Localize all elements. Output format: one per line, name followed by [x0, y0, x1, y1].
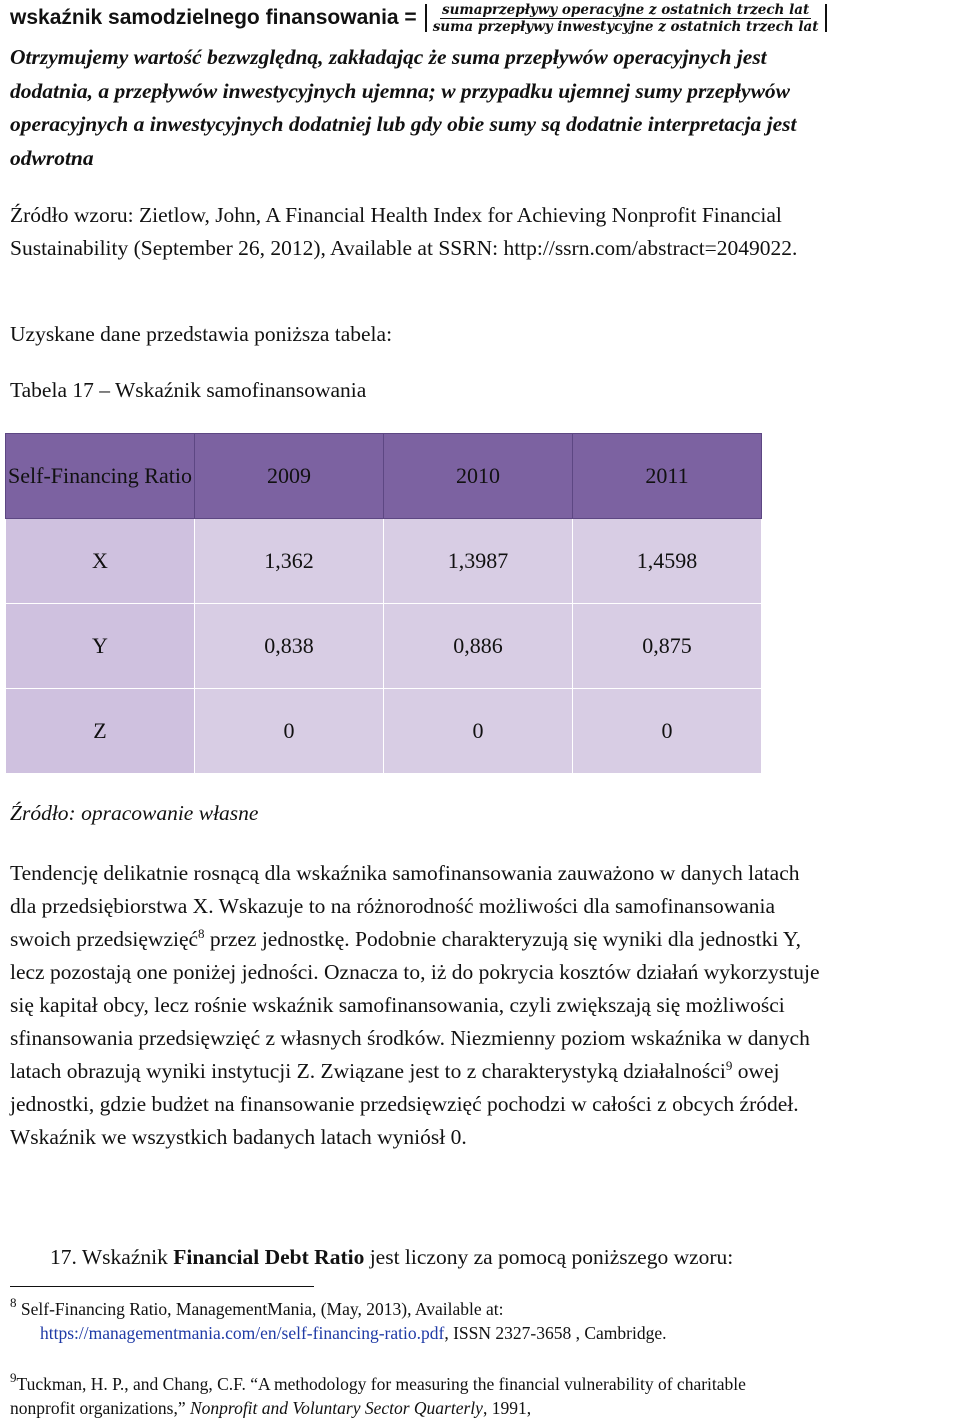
- note-line: Otrzymujemy wartość bezwzględną, zakładając że suma przepływów operacyjnych jest: [10, 45, 767, 69]
- table-cell: 0,875: [573, 604, 762, 689]
- footnote-text: Tuckman, H. P., and Chang, C.F. “A methodology for measuring the financial vulnerability of charitable: [16, 1374, 746, 1394]
- formula: [10, 0, 829, 36]
- self-financing-table: [5, 433, 762, 774]
- source-line: Sustainability (September 26, 2012), Available at SSRN: http://ssrn.com/abstract=2049022.: [10, 236, 798, 260]
- analysis-line: Tendencję delikatnie rosnącą dla wskaźnika samofinansowania zauważono w danych latach: [10, 861, 800, 885]
- footnote-ref-9[interactable]: 9: [725, 1058, 733, 1073]
- analysis-line: Wskaźnik we wszystkich badanych latach wyniósł 0.: [10, 1125, 467, 1149]
- analysis-line: [10, 1055, 820, 1088]
- header-cell: Self-Financing Ratio: [6, 434, 195, 519]
- abs-bar-left: [425, 4, 427, 32]
- row-label-cell: Z: [6, 689, 195, 774]
- analysis-line: [10, 923, 820, 956]
- footnote-text: , 1991,: [482, 1398, 532, 1418]
- abs-bar-right: [825, 4, 827, 32]
- section-number: 17.: [50, 1245, 77, 1269]
- footnote-mark: 9: [10, 1370, 17, 1385]
- table-cell: 0,886: [384, 604, 573, 689]
- section-text: Wskaźnik: [76, 1245, 174, 1269]
- footnote-text: nonprofit organizations,”: [10, 1398, 190, 1418]
- table-cell: 1,4598: [573, 519, 762, 604]
- analysis-line: jednostki, gdzie budżet na finansowanie przedsięwzięć pochodzi w całości z obcych źródeł.: [10, 1092, 799, 1116]
- footnote-line: [10, 1372, 746, 1396]
- header-cell: 2009: [195, 434, 384, 519]
- analysis-text: latach obrazują wyniki instytucji Z. Związane jest to z charakterystyką działalności: [10, 1059, 726, 1083]
- table-row: [6, 519, 762, 604]
- footnote-ref-8[interactable]: 8: [198, 926, 205, 941]
- analysis-text: przez jednostkę. Podobnie charakteryzują się wyniki dla jednostki Y,: [204, 927, 802, 951]
- footnote-text: , ISSN 2327-3658 , Cambridge.: [444, 1323, 667, 1343]
- note-line: odwrotna: [10, 145, 94, 170]
- formula-fraction: [429, 2, 823, 35]
- analysis-line: sfinansowania przedsięwzięć z własnych środków. Niezmienny poziom wskaźnika w danych: [10, 1026, 810, 1050]
- formula-numerator: sumaprzepływy operacyjne z ostatnich trzech lat: [442, 1, 810, 18]
- footnote-8: [10, 1297, 666, 1345]
- formula-lhs: wskaźnik samodzielnego finansowania =: [10, 6, 417, 29]
- row-label-cell: X: [6, 519, 195, 604]
- analysis-line: lecz pozostają one poniżej jedności. Oznacza to, iż do pokrycia kosztów działań wykorzystuje: [10, 960, 820, 984]
- source-line: Źródło wzoru: Zietlow, John, A Financial Health Index for Achieving Nonprofit Financial: [10, 203, 782, 227]
- table-cell: 1,362: [195, 519, 384, 604]
- table-caption: Tabela 17 – Wskaźnik samofinansowania: [10, 378, 367, 402]
- table-cell: 0: [384, 689, 573, 774]
- analysis-line: się kapitał obcy, lecz rośnie wskaźnik samofinansowania, czyli zwiększają się możliwości: [10, 993, 785, 1017]
- analysis-text: swoich przedsięwzięć: [10, 927, 199, 951]
- section-text: jest liczony za pomocą poniższego wzoru:: [364, 1245, 734, 1269]
- formula-source: [10, 199, 797, 265]
- analysis-text: owej: [732, 1059, 780, 1083]
- header-cell: 2011: [573, 434, 762, 519]
- section-bold-term: Financial Debt Ratio: [173, 1245, 365, 1269]
- note-line: operacyjnych a inwestycyjnych dodatniej lub gdy obie sumy są dodatnie interpretacja jest: [10, 112, 797, 136]
- footnote-separator: [10, 1286, 314, 1287]
- formula-note: [10, 41, 796, 175]
- footnote-link[interactable]: https://managementmania.com/en/self-financing-ratio.pdf: [40, 1323, 445, 1343]
- table-row: [6, 604, 762, 689]
- table-cell: 0,838: [195, 604, 384, 689]
- footnote-9: [10, 1372, 746, 1420]
- table-cell: 1,3987: [384, 519, 573, 604]
- formula-denominator: suma przepływy inwestycyjne z ostatnich trzech lat: [432, 18, 819, 35]
- note-line: dodatnia, a przepływów inwestycyjnych ujemna; w przypadku ujemnej sumy przepływów: [10, 78, 791, 103]
- section-heading: [50, 1241, 733, 1274]
- analysis-line: dla przedsiębiorstwa X. Wskazuje to na różnorodność możliwości dla samofinansowania: [10, 894, 776, 918]
- footnote-mark: 8: [10, 1295, 17, 1310]
- row-label-cell: Y: [6, 604, 195, 689]
- footnote-text: Self-Financing Ratio, ManagementMania, (May, 2013), Available at:: [16, 1299, 504, 1319]
- table-cell: 0: [195, 689, 384, 774]
- footnote-line: [10, 1297, 666, 1321]
- table-header-row: [6, 434, 762, 519]
- footnote-line: [10, 1321, 666, 1345]
- analysis-paragraph: [10, 857, 820, 1154]
- table-source: Źródło: opracowanie własne: [10, 801, 259, 825]
- table-row: [6, 689, 762, 774]
- header-cell: 2010: [384, 434, 573, 519]
- footnote-line: [10, 1396, 746, 1420]
- table-intro: Uzyskane dane przedstawia poniższa tabela:: [10, 322, 393, 346]
- table-cell: 0: [573, 689, 762, 774]
- journal-title: Nonprofit and Voluntary Sector Quarterly: [189, 1398, 483, 1418]
